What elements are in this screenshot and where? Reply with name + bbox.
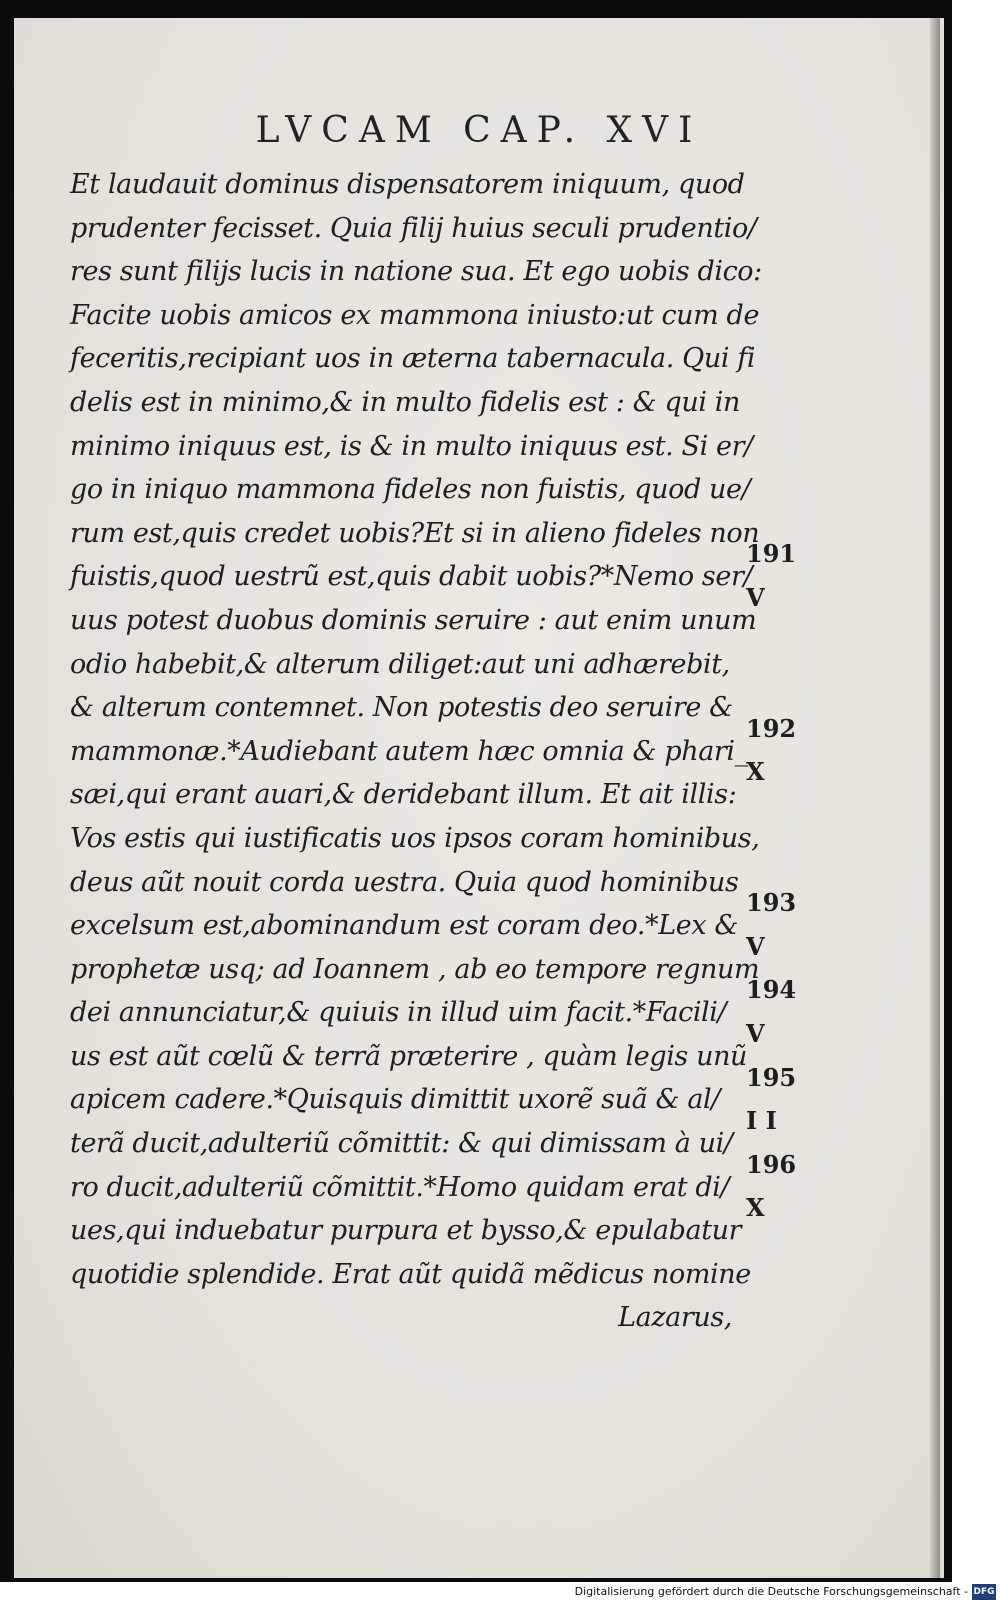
text-line: terã ducit,adulteriũ cõmittit: & qui dimissam à ui/ (70, 1128, 733, 1160)
catchword: Lazarus, (618, 1302, 732, 1334)
margin-mark: 195 (746, 1062, 797, 1092)
text-line: minimo iniquus est, is & in multo iniquus est. Si er/ (70, 430, 753, 462)
text-line: mammonæ.*Audiebant autem hæc omnia & phari_ (70, 735, 748, 767)
text-line: ro ducit,adulteriũ cõmittit.*Homo quidam erat di/ (70, 1171, 730, 1203)
book-page (14, 18, 944, 1578)
text-line: & alterum contemnet. Non potestis deo seruire & (70, 692, 733, 724)
text-line: apicem cadere.*Quisquis dimittit uxorẽ suã & al/ (70, 1084, 720, 1116)
text-line: prophetæ usq; ad Ioannem , ab eo tempore regnum (70, 953, 760, 985)
text-line: us est aũt cœlũ & terrã præterire , quàm legis unũ (70, 1040, 748, 1072)
text-line: odio habebit,& alterum diliget:aut uni adhærebit, (70, 648, 730, 680)
margin-mark: 194 (746, 975, 797, 1005)
margin-mark: 193 (746, 888, 797, 918)
text-line: deus aũt nouit corda uestra. Quia quod hominibus (70, 866, 739, 898)
text-line: feceritis,recipiant uos in æterna tabernacula. Qui fi (70, 343, 756, 375)
text-line: delis est in minimo,& in multo fidelis est : & qui in (70, 386, 740, 418)
running-head: LVCAM CAP. XVI (255, 110, 703, 151)
margin-mark: 192 (746, 713, 797, 743)
margin-mark: X (746, 757, 765, 787)
margin-mark: 196 (746, 1149, 797, 1179)
text-line: ues,qui induebatur purpura et bysso,& epulabatur (70, 1215, 742, 1247)
text-line: Et laudauit dominus dispensatorem iniquum, quod (70, 169, 745, 200)
text-line: quotidie splendide. Erat aũt quidã mẽdicus nomine (70, 1258, 751, 1290)
page-edge (930, 18, 940, 1578)
text-line: fuistis,quod uestrũ est,quis dabit uobis?*Nemo ser/ (70, 561, 753, 593)
footer (0, 1582, 1000, 1604)
text-line: go in iniquo mammona fideles non fuistis, quod ue/ (70, 474, 751, 506)
margin-mark: I I (746, 1106, 777, 1136)
text-line: res sunt filijs lucis in natione sua. Et ego uobis dico: (70, 256, 762, 288)
text-line: sæi,qui erant auari,& deridebant illum. Et ait illis: (70, 779, 737, 811)
margin-mark: V (746, 583, 765, 612)
body-text (70, 163, 762, 1340)
footer-credit: Digitalisierung gefördert durch die Deutsche Forschungsgemeinschaft - (574, 1585, 968, 1598)
text-line: Facite uobis amicos ex mammona iniusto:ut cum de (70, 299, 760, 331)
margin-mark: V (746, 1019, 765, 1048)
margin-mark: X (746, 1193, 765, 1223)
margin-mark: V (746, 931, 765, 961)
text-line: rum est,quis credet uobis?Et si in alieno fideles non (70, 517, 760, 549)
text-line: excelsum est,abominandum est coram deo.*Lex & (70, 910, 738, 942)
text-line: uus potest duobus dominis seruire : aut enim unum (70, 604, 757, 636)
margin-mark: 191 (746, 539, 797, 569)
text-line: Vos estis qui iustificatis uos ipsos coram hominibus, (70, 822, 760, 854)
dfg-logo-icon: DFG (972, 1584, 996, 1600)
text-line: dei annunciatur,& quiuis in illud uim facit.*Facili/ (70, 997, 727, 1029)
text-line: prudenter fecisset. Quia filij huius seculi prudentio/ (70, 212, 757, 244)
